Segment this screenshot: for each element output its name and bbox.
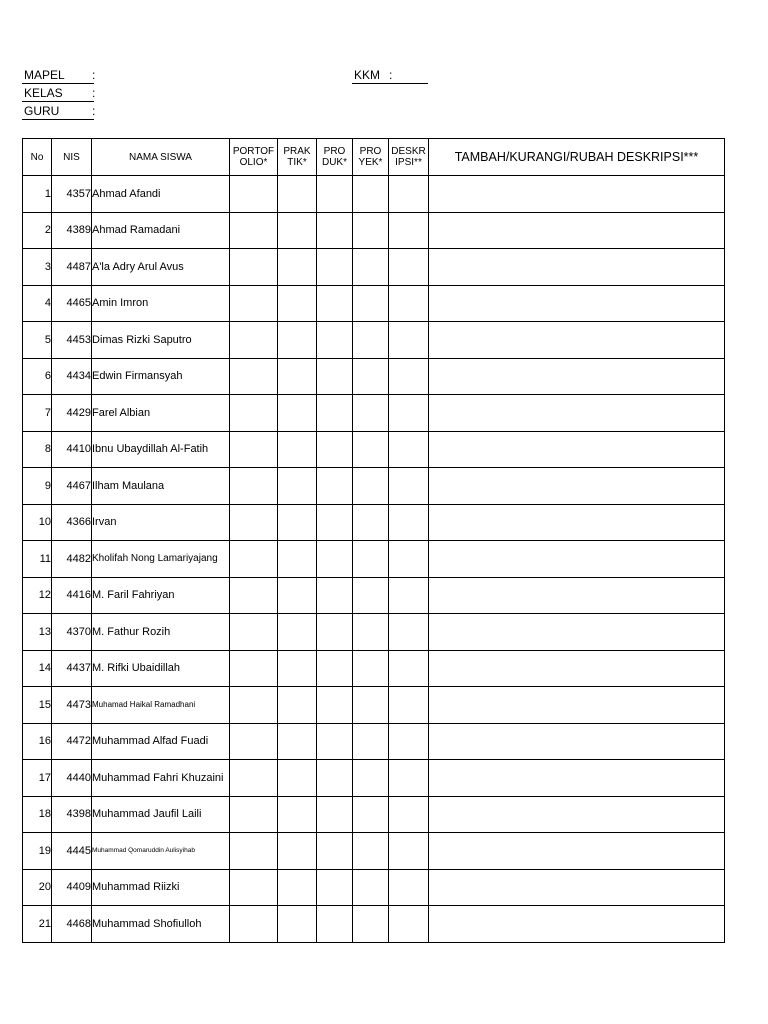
row-proyek-cell[interactable] [353, 723, 389, 760]
row-no-cell: 5 [23, 322, 52, 359]
table-row [23, 760, 725, 797]
row-no-cell: 10 [23, 504, 52, 541]
row-portofolio-cell[interactable] [230, 322, 278, 359]
row-praktik-cell[interactable] [278, 869, 317, 906]
row-no-cell: 7 [23, 395, 52, 432]
row-nis-cell: 4467 [52, 468, 92, 505]
row-produk-cell[interactable] [317, 833, 353, 870]
row-deskripsi-cell[interactable] [389, 541, 429, 578]
row-produk-cell[interactable] [317, 760, 353, 797]
row-praktik-cell[interactable] [278, 249, 317, 286]
row-nis-cell: 4453 [52, 322, 92, 359]
row-portofolio-cell[interactable] [230, 614, 278, 651]
row-praktik-cell[interactable] [278, 796, 317, 833]
row-proyek-cell[interactable] [353, 541, 389, 578]
row-nis-cell: 4409 [52, 869, 92, 906]
col-nama-siswa: NAMA SISWA [92, 139, 230, 176]
row-nis-cell: 4437 [52, 650, 92, 687]
row-nama-cell: Dimas Rizki Saputro [92, 322, 230, 359]
row-nama-cell: Muhammad Shofiulloh [92, 906, 230, 943]
row-nis-cell: 4434 [52, 358, 92, 395]
row-praktik-cell[interactable] [278, 176, 317, 213]
row-proyek-cell[interactable] [353, 322, 389, 359]
row-nama-cell: Kholifah Nong Lamariyajang [92, 541, 230, 578]
row-no-cell: 18 [23, 796, 52, 833]
guru-label: GURU [24, 104, 60, 118]
row-no-cell: 4 [23, 285, 52, 322]
row-praktik-cell[interactable] [278, 723, 317, 760]
row-nis-cell: 4429 [52, 395, 92, 432]
guru-colon: : [92, 104, 96, 118]
row-no-cell: 13 [23, 614, 52, 651]
table-row [23, 687, 725, 724]
col-portofolio: PORTOF OLIO* [230, 139, 278, 176]
row-produk-cell[interactable] [317, 869, 353, 906]
row-no-cell: 21 [23, 906, 52, 943]
row-portofolio-cell[interactable] [230, 249, 278, 286]
table-row [23, 285, 725, 322]
row-nama-cell: Farel Albian [92, 395, 230, 432]
table-row [23, 723, 725, 760]
row-no-cell: 6 [23, 358, 52, 395]
row-nama-cell: A'la Adry Arul Avus [92, 249, 230, 286]
row-nis-cell: 4482 [52, 541, 92, 578]
row-produk-cell[interactable] [317, 322, 353, 359]
row-tambah-cell[interactable] [429, 431, 725, 468]
col-produk: PRO DUK* [317, 139, 353, 176]
row-portofolio-cell[interactable] [230, 687, 278, 724]
row-produk-cell[interactable] [317, 285, 353, 322]
row-proyek-cell[interactable] [353, 796, 389, 833]
row-portofolio-cell[interactable] [230, 906, 278, 943]
row-tambah-cell[interactable] [429, 322, 725, 359]
row-proyek-cell[interactable] [353, 285, 389, 322]
row-nama-cell: Irvan [92, 504, 230, 541]
row-tambah-cell[interactable] [429, 833, 725, 870]
table-row [23, 322, 725, 359]
row-nama-cell: Muhamad Haikal Ramadhani [92, 687, 230, 724]
row-produk-cell[interactable] [317, 249, 353, 286]
row-tambah-cell[interactable] [429, 796, 725, 833]
row-deskripsi-cell[interactable] [389, 504, 429, 541]
row-nis-cell: 4440 [52, 760, 92, 797]
col-deskripsi: DESKR IPSI** [389, 139, 429, 176]
row-tambah-cell[interactable] [429, 760, 725, 797]
row-proyek-cell[interactable] [353, 760, 389, 797]
row-proyek-cell[interactable] [353, 833, 389, 870]
row-produk-cell[interactable] [317, 541, 353, 578]
col-no: No [23, 139, 52, 176]
row-portofolio-cell[interactable] [230, 577, 278, 614]
row-portofolio-cell[interactable] [230, 358, 278, 395]
row-deskripsi-cell[interactable] [389, 322, 429, 359]
row-proyek-cell[interactable] [353, 687, 389, 724]
row-praktik-cell[interactable] [278, 322, 317, 359]
row-nis-cell: 4445 [52, 833, 92, 870]
row-praktik-cell[interactable] [278, 687, 317, 724]
table-row [23, 833, 725, 870]
row-deskripsi-cell[interactable] [389, 249, 429, 286]
kkm-label: KKM [354, 68, 381, 82]
row-praktik-cell[interactable] [278, 358, 317, 395]
row-portofolio-cell[interactable] [230, 212, 278, 249]
table-row [23, 249, 725, 286]
row-produk-cell[interactable] [317, 614, 353, 651]
row-nis-cell: 4398 [52, 796, 92, 833]
row-produk-cell[interactable] [317, 358, 353, 395]
row-proyek-cell[interactable] [353, 249, 389, 286]
row-proyek-cell[interactable] [353, 906, 389, 943]
kkm-colon: : [389, 68, 393, 82]
row-praktik-cell[interactable] [278, 395, 317, 432]
row-tambah-cell[interactable] [429, 869, 725, 906]
table-row [23, 395, 725, 432]
row-proyek-cell[interactable] [353, 577, 389, 614]
row-no-cell: 20 [23, 869, 52, 906]
row-tambah-cell[interactable] [429, 249, 725, 286]
row-tambah-cell[interactable] [429, 906, 725, 943]
row-no-cell: 19 [23, 833, 52, 870]
row-portofolio-cell[interactable] [230, 541, 278, 578]
row-proyek-cell[interactable] [353, 395, 389, 432]
row-nama-cell: Muhammad Qomaruddin Aulisyihab [92, 833, 230, 870]
row-nama-cell: M. Fathur Rozih [92, 614, 230, 651]
table-row [23, 906, 725, 943]
kelas-underline [22, 101, 94, 102]
row-deskripsi-cell[interactable] [389, 395, 429, 432]
row-nis-cell: 4473 [52, 687, 92, 724]
table-row [23, 468, 725, 505]
row-nama-cell: Edwin Firmansyah [92, 358, 230, 395]
row-produk-cell[interactable] [317, 796, 353, 833]
mapel-underline [22, 83, 94, 84]
row-tambah-cell[interactable] [429, 614, 725, 651]
row-portofolio-cell[interactable] [230, 395, 278, 432]
row-nis-cell: 4357 [52, 176, 92, 213]
row-tambah-cell[interactable] [429, 541, 725, 578]
row-nama-cell: Amin Imron [92, 285, 230, 322]
row-nis-cell: 4366 [52, 504, 92, 541]
table-row [23, 796, 725, 833]
row-deskripsi-cell[interactable] [389, 796, 429, 833]
row-no-cell: 9 [23, 468, 52, 505]
row-nis-cell: 4370 [52, 614, 92, 651]
table-row [23, 869, 725, 906]
row-produk-cell[interactable] [317, 577, 353, 614]
table-row [23, 541, 725, 578]
row-deskripsi-cell[interactable] [389, 176, 429, 213]
row-portofolio-cell[interactable] [230, 431, 278, 468]
row-portofolio-cell[interactable] [230, 504, 278, 541]
row-nis-cell: 4410 [52, 431, 92, 468]
col-tambah-kurangi-rubah: TAMBAH/KURANGI/RUBAH DESKRIPSI*** [429, 139, 725, 176]
row-no-cell: 2 [23, 212, 52, 249]
row-tambah-cell[interactable] [429, 723, 725, 760]
row-deskripsi-cell[interactable] [389, 212, 429, 249]
row-praktik-cell[interactable] [278, 760, 317, 797]
row-deskripsi-cell[interactable] [389, 833, 429, 870]
row-nama-cell: Ahmad Afandi [92, 176, 230, 213]
table-row [23, 431, 725, 468]
row-nis-cell: 4472 [52, 723, 92, 760]
row-proyek-cell[interactable] [353, 358, 389, 395]
row-deskripsi-cell[interactable] [389, 869, 429, 906]
row-tambah-cell[interactable] [429, 395, 725, 432]
row-tambah-cell[interactable] [429, 687, 725, 724]
row-praktik-cell[interactable] [278, 431, 317, 468]
row-proyek-cell[interactable] [353, 468, 389, 505]
row-nama-cell: Ahmad Ramadani [92, 212, 230, 249]
row-portofolio-cell[interactable] [230, 468, 278, 505]
row-deskripsi-cell[interactable] [389, 760, 429, 797]
row-no-cell: 8 [23, 431, 52, 468]
row-proyek-cell[interactable] [353, 212, 389, 249]
row-no-cell: 12 [23, 577, 52, 614]
col-proyek: PRO YEK* [353, 139, 389, 176]
row-produk-cell[interactable] [317, 650, 353, 687]
row-portofolio-cell[interactable] [230, 176, 278, 213]
mapel-colon: : [92, 68, 96, 82]
row-produk-cell[interactable] [317, 431, 353, 468]
col-praktik: PRAK TIK* [278, 139, 317, 176]
table-row [23, 504, 725, 541]
row-no-cell: 17 [23, 760, 52, 797]
row-proyek-cell[interactable] [353, 614, 389, 651]
row-tambah-cell[interactable] [429, 504, 725, 541]
row-produk-cell[interactable] [317, 906, 353, 943]
row-tambah-cell[interactable] [429, 358, 725, 395]
row-produk-cell[interactable] [317, 723, 353, 760]
row-portofolio-cell[interactable] [230, 285, 278, 322]
row-deskripsi-cell[interactable] [389, 358, 429, 395]
row-tambah-cell[interactable] [429, 285, 725, 322]
row-praktik-cell[interactable] [278, 285, 317, 322]
row-praktik-cell[interactable] [278, 833, 317, 870]
row-nama-cell: M. Rifki Ubaidillah [92, 650, 230, 687]
table-row [23, 614, 725, 651]
row-no-cell: 3 [23, 249, 52, 286]
row-nama-cell: M. Faril Fahriyan [92, 577, 230, 614]
row-deskripsi-cell[interactable] [389, 687, 429, 724]
table-header-row [23, 139, 725, 176]
row-nis-cell: 4487 [52, 249, 92, 286]
row-produk-cell[interactable] [317, 687, 353, 724]
row-no-cell: 14 [23, 650, 52, 687]
row-deskripsi-cell[interactable] [389, 906, 429, 943]
guru-underline [22, 119, 94, 120]
row-no-cell: 11 [23, 541, 52, 578]
row-nama-cell: Muhammad Jaufil Laili [92, 796, 230, 833]
row-portofolio-cell[interactable] [230, 833, 278, 870]
row-nis-cell: 4465 [52, 285, 92, 322]
mapel-label: MAPEL [24, 68, 65, 82]
row-portofolio-cell[interactable] [230, 869, 278, 906]
row-tambah-cell[interactable] [429, 212, 725, 249]
table-row [23, 358, 725, 395]
grade-table [22, 138, 725, 943]
row-praktik-cell[interactable] [278, 541, 317, 578]
row-produk-cell[interactable] [317, 212, 353, 249]
row-nis-cell: 4468 [52, 906, 92, 943]
row-praktik-cell[interactable] [278, 504, 317, 541]
table-row [23, 212, 725, 249]
table-row [23, 577, 725, 614]
row-deskripsi-cell[interactable] [389, 468, 429, 505]
row-deskripsi-cell[interactable] [389, 723, 429, 760]
row-nama-cell: Ibnu Ubaydillah Al-Fatih [92, 431, 230, 468]
row-deskripsi-cell[interactable] [389, 577, 429, 614]
row-praktik-cell[interactable] [278, 906, 317, 943]
table-row [23, 650, 725, 687]
row-produk-cell[interactable] [317, 504, 353, 541]
row-deskripsi-cell[interactable] [389, 650, 429, 687]
row-tambah-cell[interactable] [429, 468, 725, 505]
row-praktik-cell[interactable] [278, 212, 317, 249]
row-nis-cell: 4416 [52, 577, 92, 614]
row-tambah-cell[interactable] [429, 176, 725, 213]
row-praktik-cell[interactable] [278, 614, 317, 651]
row-portofolio-cell[interactable] [230, 723, 278, 760]
row-produk-cell[interactable] [317, 395, 353, 432]
row-deskripsi-cell[interactable] [389, 285, 429, 322]
row-proyek-cell[interactable] [353, 431, 389, 468]
row-proyek-cell[interactable] [353, 869, 389, 906]
row-proyek-cell[interactable] [353, 504, 389, 541]
kkm-underline [352, 83, 428, 84]
row-nama-cell: Muhammad Riizki [92, 869, 230, 906]
col-nis: NIS [52, 139, 92, 176]
row-praktik-cell[interactable] [278, 468, 317, 505]
kelas-label: KELAS [24, 86, 63, 100]
row-tambah-cell[interactable] [429, 650, 725, 687]
kelas-colon: : [92, 86, 96, 100]
row-produk-cell[interactable] [317, 468, 353, 505]
row-nis-cell: 4389 [52, 212, 92, 249]
row-proyek-cell[interactable] [353, 650, 389, 687]
row-praktik-cell[interactable] [278, 577, 317, 614]
row-praktik-cell[interactable] [278, 650, 317, 687]
row-deskripsi-cell[interactable] [389, 431, 429, 468]
row-no-cell: 15 [23, 687, 52, 724]
row-tambah-cell[interactable] [429, 577, 725, 614]
row-portofolio-cell[interactable] [230, 760, 278, 797]
row-proyek-cell[interactable] [353, 176, 389, 213]
row-no-cell: 1 [23, 176, 52, 213]
row-nama-cell: Ilham Maulana [92, 468, 230, 505]
row-nama-cell: Muhammad Alfad Fuadi [92, 723, 230, 760]
table-row [23, 176, 725, 213]
row-deskripsi-cell[interactable] [389, 614, 429, 651]
row-portofolio-cell[interactable] [230, 650, 278, 687]
row-produk-cell[interactable] [317, 176, 353, 213]
row-no-cell: 16 [23, 723, 52, 760]
row-portofolio-cell[interactable] [230, 796, 278, 833]
row-nama-cell: Muhammad Fahri Khuzaini [92, 760, 230, 797]
